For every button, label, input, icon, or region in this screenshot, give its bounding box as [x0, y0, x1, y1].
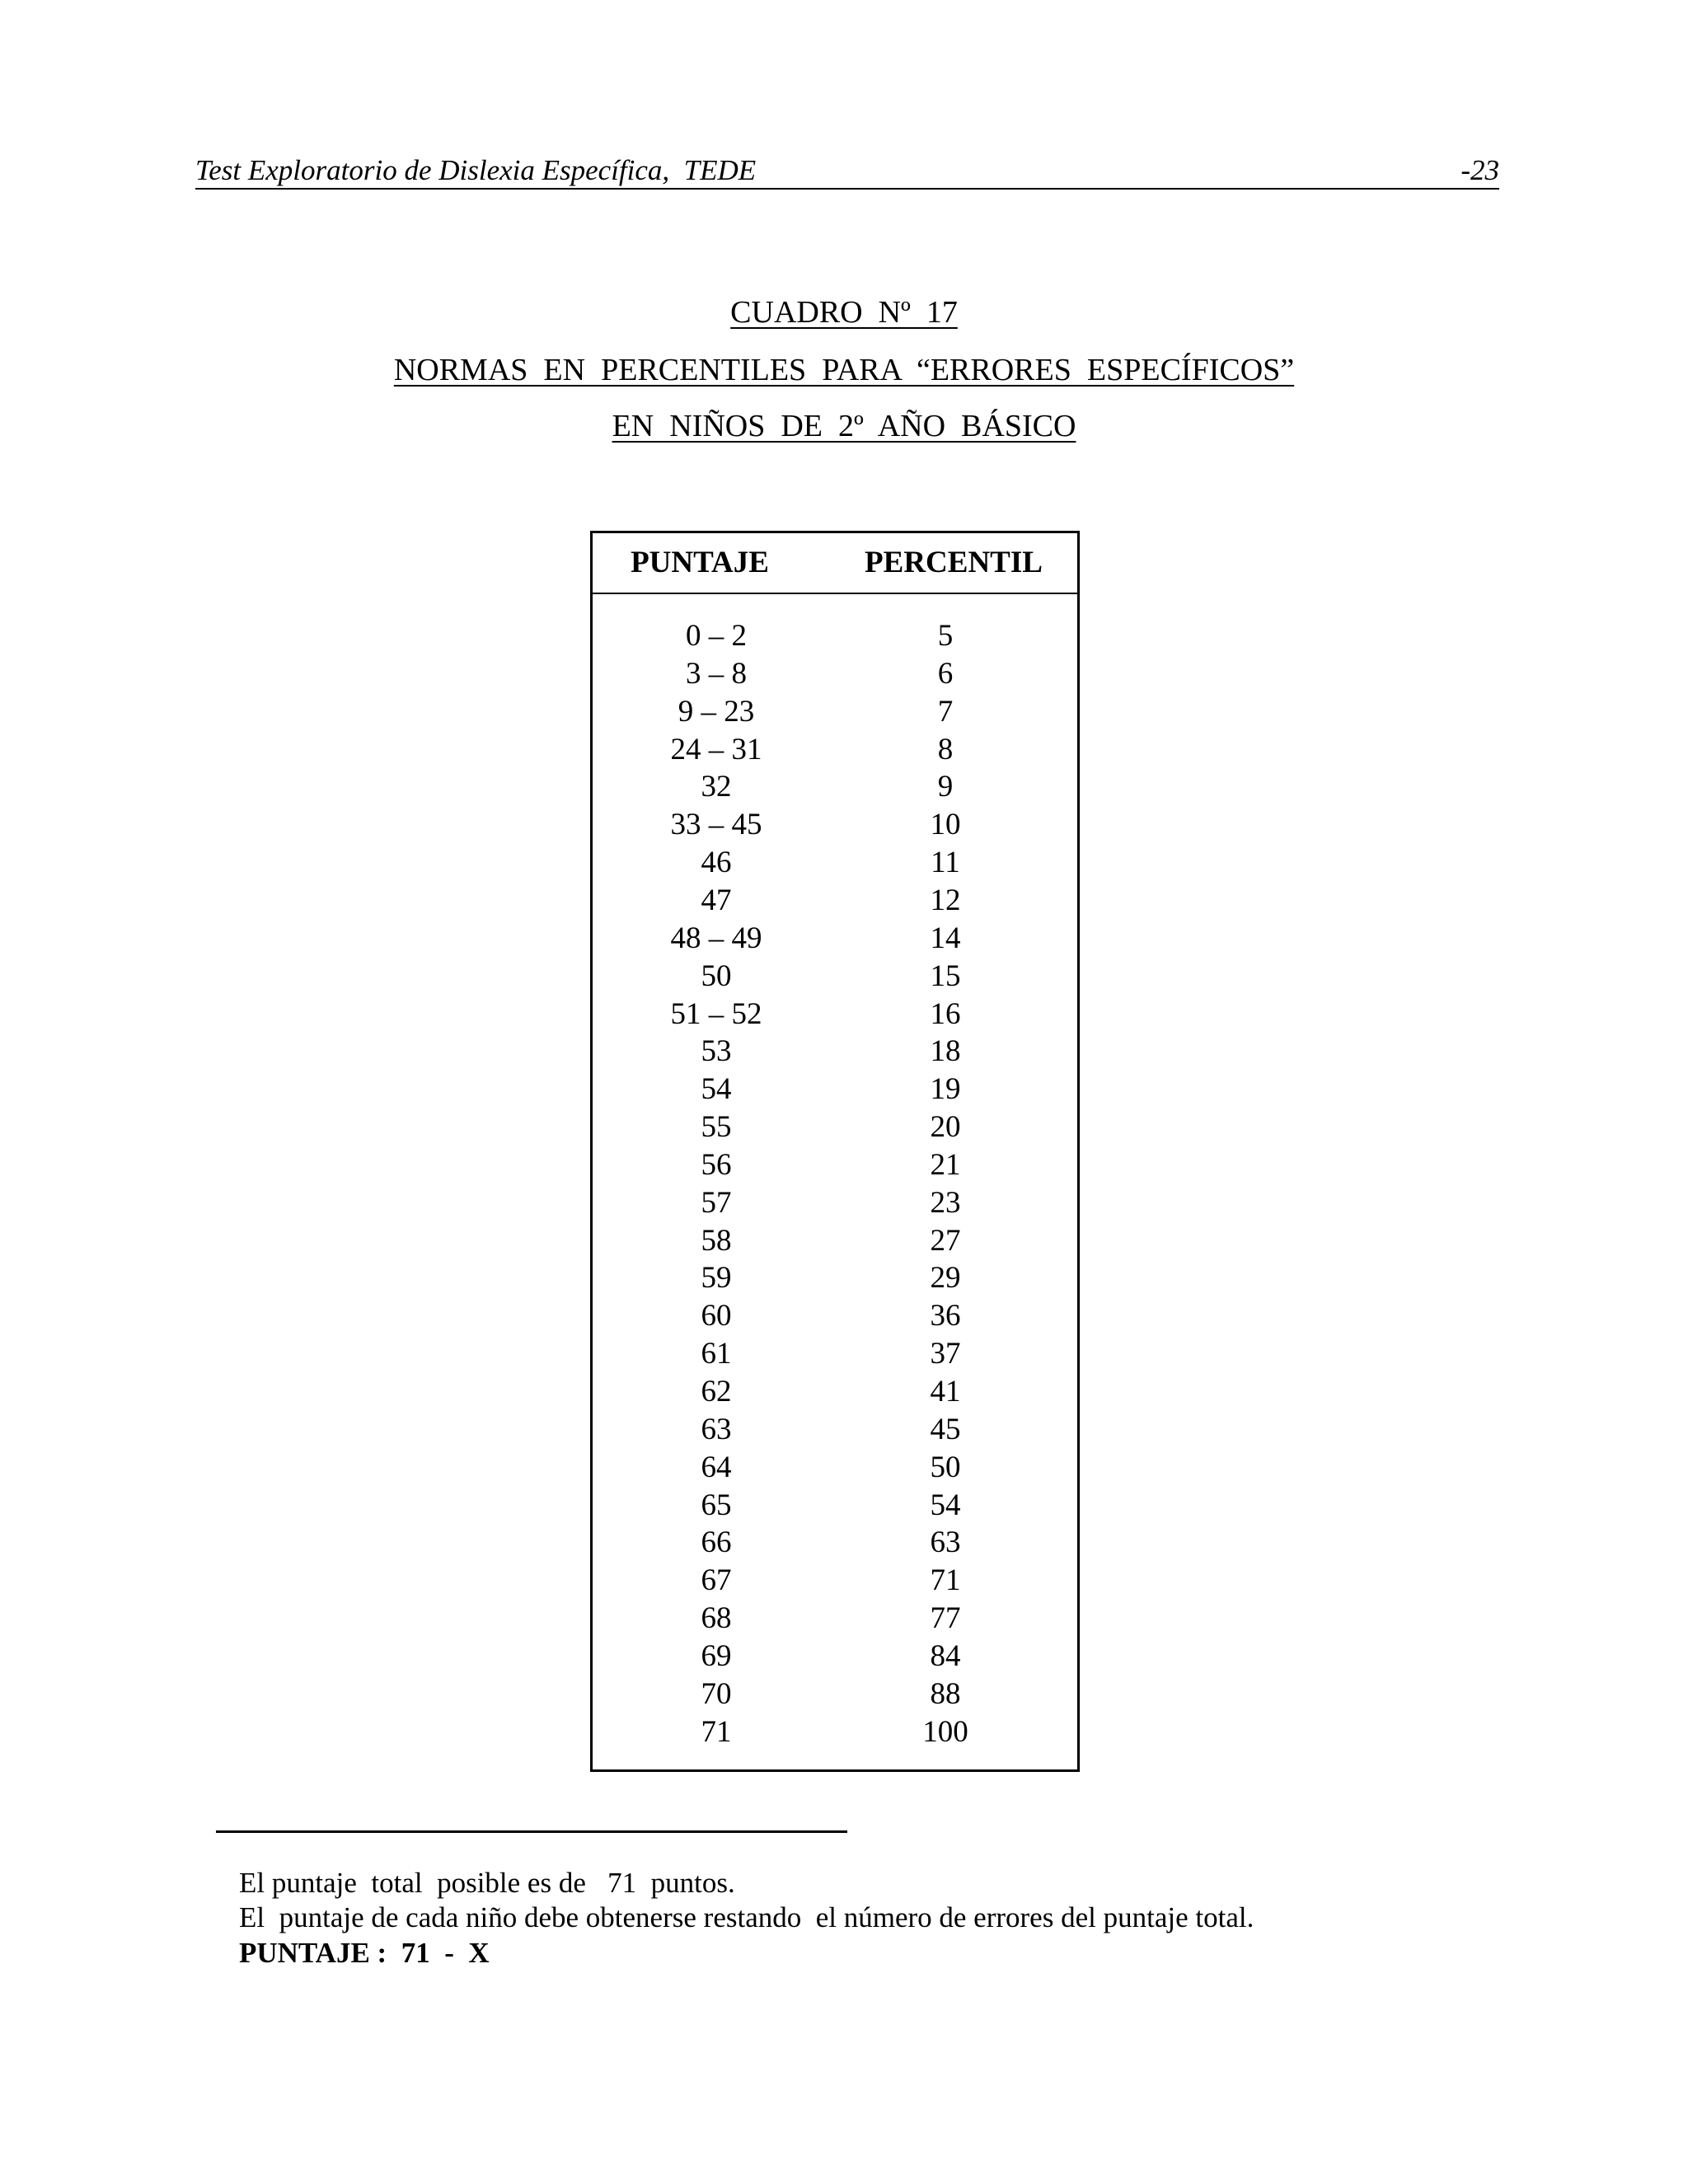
puntaje-cell: 69 [701, 1638, 732, 1673]
percentil-cell: 7 [937, 694, 954, 729]
footnote-divider [216, 1830, 847, 1833]
percentil-cell: 6 [937, 656, 954, 691]
table-row [593, 1373, 1077, 1411]
table-row [593, 1259, 1077, 1297]
table-row [593, 617, 1077, 655]
table-title [0, 351, 1688, 389]
puntaje-cell: 24 – 31 [670, 732, 762, 766]
percentil-cell: 9 [937, 770, 954, 804]
puntaje-cell: 33 – 45 [670, 808, 762, 842]
percentil-cell: 11 [931, 846, 960, 880]
table-row [593, 958, 1077, 996]
table-row [593, 806, 1077, 844]
column-header-percentil: PERCENTIL [865, 546, 1043, 579]
table-row [593, 1449, 1077, 1487]
note-total-score: El puntaje total posible es de 71 puntos. [239, 1867, 735, 1899]
table-row [593, 1562, 1077, 1600]
puntaje-cell: 61 [701, 1337, 732, 1371]
puntaje-cell: 60 [701, 1299, 732, 1333]
percentil-cell: 54 [930, 1488, 961, 1522]
puntaje-cell: 50 [701, 958, 732, 993]
percentil-cell: 27 [930, 1223, 961, 1258]
puntaje-cell: 47 [701, 883, 732, 917]
percentil-cell: 12 [930, 883, 961, 917]
percentil-cell: 100 [922, 1714, 968, 1749]
puntaje-cell: 64 [701, 1450, 732, 1484]
table-row [593, 1638, 1077, 1675]
percentil-cell: 5 [937, 619, 954, 653]
percentil-cell: 16 [930, 996, 961, 1031]
puntaje-cell: 9 – 23 [678, 694, 755, 729]
percentil-cell: 10 [930, 808, 961, 842]
percentil-cell: 19 [930, 1072, 961, 1107]
table-subtitle [0, 407, 1688, 445]
puntaje-cell: 32 [701, 770, 732, 804]
percentil-cell: 50 [930, 1450, 961, 1484]
percentil-cell: 45 [930, 1412, 961, 1446]
puntaje-cell: 53 [701, 1034, 732, 1069]
percentile-table [590, 531, 1080, 1772]
puntaje-cell: 57 [701, 1185, 732, 1220]
puntaje-cell: 56 [701, 1147, 732, 1182]
note-score-method: El puntaje de cada niño debe obtenerse restando el número de errores del puntaje total. [239, 1901, 1254, 1933]
document-title: Test Exploratorio de Dislexia Específica, TEDE [195, 154, 757, 186]
percentil-cell: 18 [930, 1034, 961, 1069]
puntaje-cell: 55 [701, 1110, 732, 1145]
table-row [593, 920, 1077, 958]
percentil-cell: 63 [930, 1526, 961, 1560]
table-row [593, 844, 1077, 882]
table-number [0, 293, 1688, 331]
note-score-formula: PUNTAJE : 71 - X [239, 1937, 490, 1969]
table-row [593, 1033, 1077, 1071]
percentil-cell: 20 [930, 1110, 961, 1145]
percentil-cell: 37 [930, 1337, 961, 1371]
puntaje-cell: 63 [701, 1412, 732, 1446]
puntaje-cell: 70 [701, 1676, 732, 1711]
percentil-cell: 41 [930, 1375, 961, 1408]
puntaje-cell: 0 – 2 [686, 619, 747, 653]
table-row [593, 655, 1077, 693]
table-row [593, 996, 1077, 1033]
percentil-cell: 77 [930, 1601, 961, 1636]
puntaje-cell: 68 [701, 1601, 732, 1636]
puntaje-cell: 3 – 8 [686, 656, 747, 691]
puntaje-cell: 62 [701, 1375, 732, 1408]
percentil-cell: 8 [937, 732, 954, 766]
puntaje-cell: 51 – 52 [670, 996, 762, 1031]
table-row [593, 1146, 1077, 1184]
table-row [593, 1411, 1077, 1449]
puntaje-cell: 67 [701, 1563, 732, 1598]
running-header [195, 153, 1499, 190]
table-row [593, 1071, 1077, 1108]
table-row [593, 1675, 1077, 1713]
percentil-cell: 36 [930, 1299, 961, 1333]
percentil-cell: 15 [930, 958, 961, 993]
puntaje-cell: 48 – 49 [670, 921, 762, 955]
table-number-text: CUADRO Nº 17 [730, 295, 958, 330]
table-title-text: NORMAS EN PERCENTILES PARA “ERRORES ESPECÍFICOS” [393, 353, 1295, 387]
table-row [593, 1108, 1077, 1146]
percentil-cell: 23 [930, 1185, 961, 1220]
percentil-cell: 21 [930, 1147, 961, 1182]
percentil-cell: 84 [930, 1638, 961, 1673]
table-row [593, 1524, 1077, 1562]
table-row [593, 1487, 1077, 1525]
table-row [593, 693, 1077, 731]
percentil-cell: 88 [930, 1676, 961, 1711]
table-row [593, 731, 1077, 769]
puntaje-cell: 58 [701, 1223, 732, 1258]
puntaje-cell: 65 [701, 1488, 732, 1522]
percentil-cell: 29 [930, 1261, 961, 1296]
puntaje-cell: 66 [701, 1526, 732, 1560]
puntaje-cell: 59 [701, 1261, 732, 1296]
table-row [593, 882, 1077, 920]
table-row [593, 1335, 1077, 1373]
table-subtitle-text: EN NIÑOS DE 2º AÑO BÁSICO [612, 409, 1076, 443]
puntaje-cell: 71 [701, 1714, 732, 1749]
table-row [593, 1600, 1077, 1638]
table-row [593, 1184, 1077, 1222]
page-number: -23 [1461, 154, 1499, 186]
table-row [593, 1297, 1077, 1335]
column-header-puntaje: PUNTAJE [631, 546, 769, 579]
puntaje-cell: 54 [701, 1072, 732, 1107]
table-row [593, 1222, 1077, 1260]
table-header-row [593, 533, 1077, 594]
puntaje-cell: 46 [701, 846, 732, 880]
percentil-cell: 71 [930, 1563, 961, 1598]
table-row [593, 768, 1077, 806]
table-row [593, 1713, 1077, 1751]
percentil-cell: 14 [930, 921, 961, 955]
